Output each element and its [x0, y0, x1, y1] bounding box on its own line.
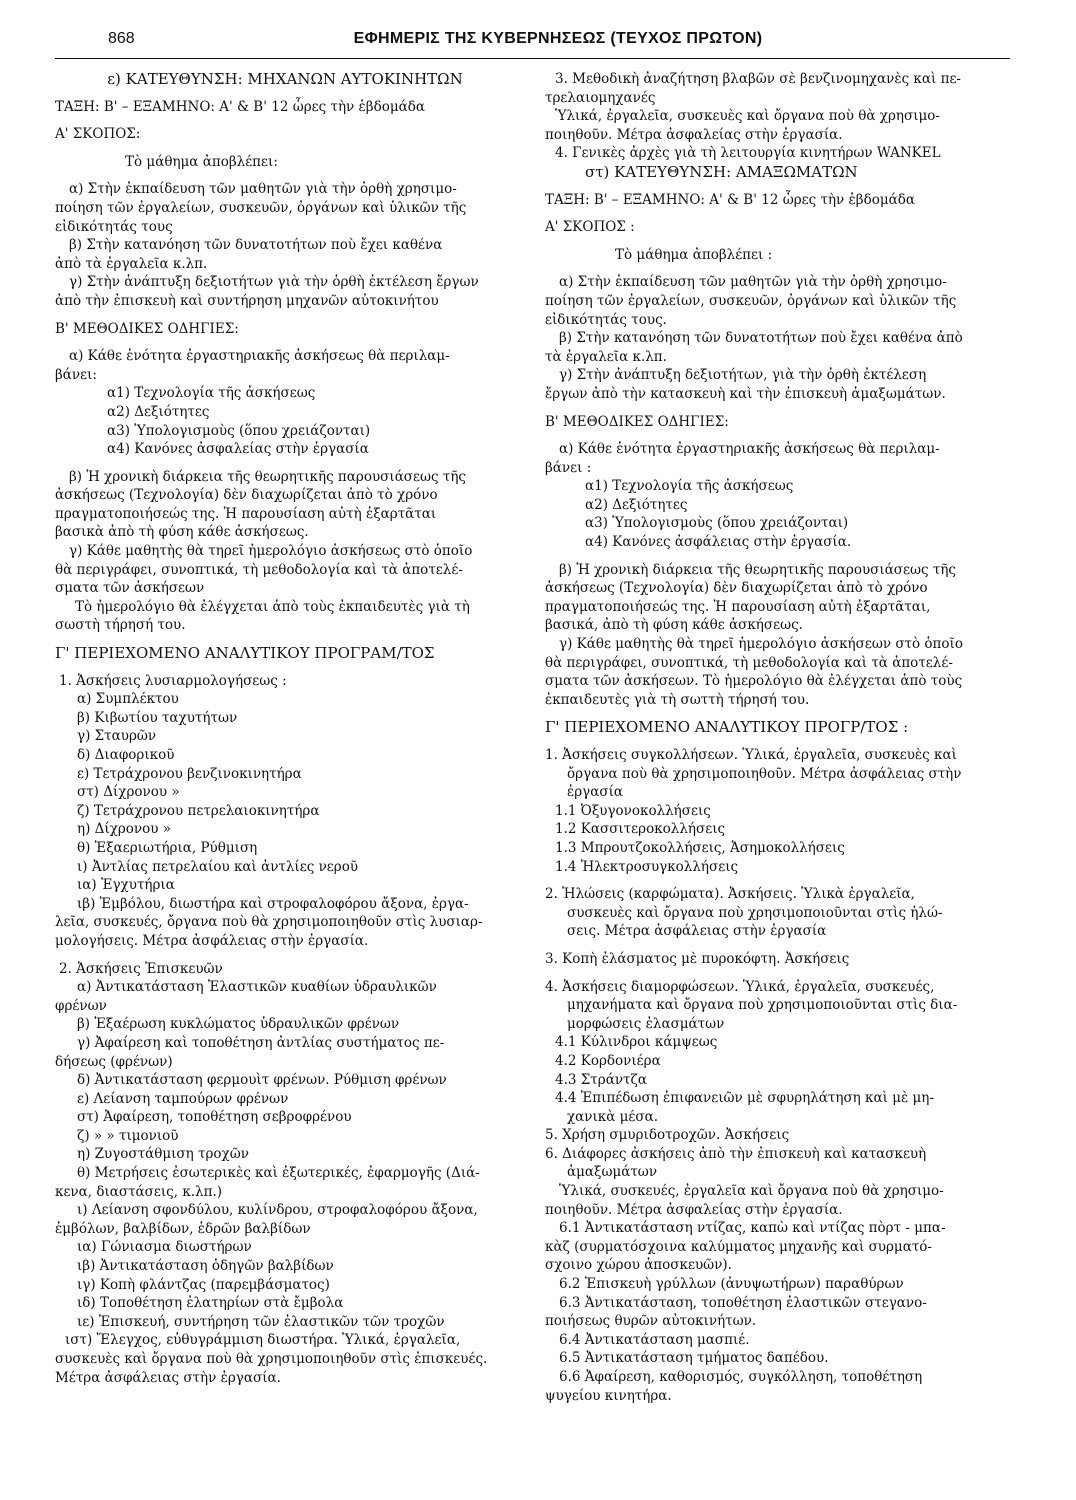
list-item: α4) Κανόνες ἀσφάλειας στὴν ἐργασία. [585, 534, 852, 551]
list-item: στ) Δίχρονου » [77, 784, 180, 801]
list-item: α) Συμπλέκτου [77, 691, 179, 708]
text-line: ἔργων ἀπὸ τὴν κατασκευὴ καὶ τὴν ἐπισκευὴ ἁμαξωμάτων. [545, 385, 946, 402]
text-line: θὰ περιγράφει, συνοπτικά, τὴ μεθοδολογία καὶ τὰ ἀποτελέ- [545, 654, 953, 671]
text-line: Ὑλικά, συσκευές, ἐργαλεῖα καὶ ὄργανα ποὺ θὰ χρησιμο- [559, 1183, 944, 1200]
text-line: α) Κάθε ἑνότητα ἐργαστηριακῆς ἀσκήσεως θὰ περιλαμ- [559, 441, 940, 458]
text-line: α) Στὴν ἐκπαίδευση τῶν μαθητῶν γιὰ τὴν ὀρθὴ χρησιμο- [559, 274, 947, 291]
list-item: 6.4 Ἀντικατάσταση μασπιέ. [559, 1331, 750, 1348]
text-line: γ) Στὴν ἀνάπτυξη δεξιοτήτων, γιὰ τὴν ὀρθὴ ἐκτέλεση [559, 367, 927, 384]
section-heading: Β' ΜΕΘΟΔΙΚΕΣ ΟΔΗΓΙΕΣ: [55, 320, 239, 337]
text-line: βασικά, ἀπὸ τὴ φύση κάθε ἀσκήσεως. [545, 617, 803, 634]
class-line: ΤΑΞΗ: Β' – ΕΞΑΜΗΝΟ: Α' & Β' 12 ὧρες τὴν ἑβδομάδα [545, 191, 915, 208]
list-item: ιε) Ἐπισκευή, συντήρηση τῶν ἐλαστικῶν τῶν τροχῶν [77, 1313, 445, 1330]
list-item: η) Ζυγοστάθμιση τροχῶν [77, 1146, 249, 1163]
section-heading: Γ' ΠΕΡΙΕΧΟΜΕΝΟ ΑΝΑΛΥΤΙΚΟΥ ΠΡΟΓΡ/ΤΟΣ : [545, 718, 909, 737]
text-line: σεις. Μέτρα ἀσφάλειας στὴν ἐργασία [567, 923, 827, 940]
list-item: στ) Ἀφαίρεση, τοποθέτηση σεβροφρένου [77, 1109, 352, 1126]
text-line: κενα, διαστάσεις, κ.λπ.) [55, 1183, 223, 1200]
text-line: ποιήσεως θυρῶν αὐτοκινήτων. [545, 1313, 757, 1330]
text-line: ἀσκήσεως (Τεχνολογία) δὲν διαχωρίζεται ἀπὸ τὸ χρόνο [545, 580, 928, 597]
list-item: ι) Λείανση σφονδύλου, κυλίνδρου, στροφαλοφόρου ἄξονα, [77, 1202, 478, 1219]
list-item: 1. Ἀσκήσεις λυσιαρμολογήσεως : [59, 672, 287, 689]
list-item: ιβ) Ἀντικατάσταση ὁδηγῶν βαλβίδων [77, 1258, 334, 1275]
list-item: 3. Μεθοδικὴ ἀναζήτηση βλαβῶν σὲ βενζινομηχανὲς καὶ πε- [555, 71, 961, 87]
list-item: ζ) » » τιμονιοῦ [77, 1127, 179, 1144]
list-item: ια) Γώνιασμα διωστήρων [77, 1239, 252, 1256]
text-line: ποίηση τῶν ἐργαλείων, συσκευῶν, ὀργάνων καὶ ὑλικῶν τῆς [545, 292, 957, 309]
list-item: 4.4 Ἐπιπέδωση ἐπιφανειῶν μὲ σφυρηλάτηση καὶ μὲ μη- [555, 1090, 934, 1107]
text-line: ἀπὸ τὰ ἐργαλεῖα κ.λπ. [55, 255, 208, 272]
text-line: Ὑλικά, ἐργαλεῖα, συσκευὲς καὶ ὄργανα ποὺ θὰ χρησιμο- [555, 108, 940, 125]
list-item: ιδ) Τοποθέτηση ἐλατηρίων στὰ ἔμβολα [77, 1295, 344, 1312]
text-line: γ) Στὴν ἀνάπτυξη δεξιοτήτων γιὰ τὴν ὀρθὴ ἐκτέλεση ἔργων [69, 274, 479, 291]
text-line: β) Στὴν κατανόηση τῶν δυνατοτήτων ποὺ ἔχει καθένα ἀπὸ [559, 330, 963, 347]
text-line: Τὸ μάθημα ἀποβλέπει : [615, 246, 773, 263]
text-line: β) Ἡ χρονικὴ διάρκεια τῆς θεωρητικῆς παρουσιάσεως τῆς [69, 468, 466, 485]
text-line: βάνει: [55, 366, 97, 383]
text-line: συσκευὲς καὶ ὄργανα ποὺ θὰ χρησιμοποιηθοῦν στὶς ἐπισκευές. [55, 1351, 488, 1367]
text-line: φρένων [55, 997, 107, 1014]
text-line: ἀσκήσεως (Τεχνολογία) δὲν διαχωρίζεται ἀπὸ τὸ χρόνο [55, 487, 438, 504]
right-column [545, 70, 1010, 1405]
text-line: γ) Κάθε μαθητὴς θὰ τηρεῖ ἡμερολόγιο ἀσκήσεως στὸ ὁποῖο [69, 543, 473, 560]
list-item: 6.2 Ἐπισκευὴ γρύλλων (ἀνυψωτήρων) παραθύρων [559, 1276, 904, 1293]
list-item: ιγ) Κοπὴ φλάντζας (παρεμβάσματος) [77, 1276, 330, 1293]
list-item: 1.4 Ἠλεκτροσυγκολλήσεις [555, 858, 739, 875]
list-item: 4.1 Κύλινδροι κάμψεως [555, 1034, 718, 1051]
text-line: Τὸ μάθημα ἀποβλέπει: [125, 153, 278, 170]
list-item: ι) Ἀντλίας πετρελαίου καὶ ἀντλίες νεροῦ [77, 858, 359, 875]
list-item: α) Ἀντικατάσταση Ἐλαστικῶν κυαθίων ὑδραυλικῶν [77, 979, 437, 996]
text-line: χανικὰ μέσα. [567, 1108, 659, 1125]
list-item: 6.3 Ἀντικατάσταση, τοποθέτηση ἐλαστικῶν στεγανο- [559, 1294, 927, 1311]
section-heading: Γ' ΠΕΡΙΕΧΟΜΕΝΟ ΑΝΑΛΥΤΙΚΟΥ ΠΡΟΓΡΑΜ/ΤΟΣ [55, 644, 435, 663]
text-line: δήσεως (φρένων) [55, 1053, 173, 1070]
text-line: σχοινο χώρου ἀποσκευῶν). [545, 1257, 732, 1274]
text-line: α) Κάθε ἑνότητα ἐργαστηριακῆς ἀσκήσεως θὰ περιλαμ- [69, 348, 450, 365]
list-item: θ) Μετρήσεις ἐσωτερικὲς καὶ ἐξωτερικές, ἐφαρμογῆς (Διά- [77, 1165, 480, 1182]
list-item: α3) Ὑπολογισμοὺς (ὅπου χρειάζονται) [585, 515, 849, 532]
list-item: δ) Ἀντικατάσταση φερμουὶτ φρένων. Ρύθμιση φρένων [77, 1072, 447, 1089]
text-line: ἐργασία [567, 784, 623, 801]
text-line: σματα τῶν ἀσκήσεων. Τὸ ἡμερολόγιο θὰ ἐλέγχεται ἀπὸ τοὺς [545, 673, 963, 690]
text-line: μηχανήματα καὶ ὄργανα ποὺ χρησιμοποιοῦνται στὶς δια- [567, 997, 958, 1014]
list-item: 1.1 Ὀξυγονοκολλήσεις [555, 802, 711, 819]
list-item: α2) Δεξιότητες [585, 496, 688, 513]
text-line: Μέτρα ἀσφάλειας στὴν ἐργασία. [55, 1369, 281, 1386]
text-line: θὰ περιγράφει, συνοπτικά, τὴ μεθοδολογία καὶ τὰ ἀποτελέ- [55, 561, 463, 578]
text-line: γ) Κάθε μαθητὴς θὰ τηρεῖ ἡμερολόγιο ἀσκήσεων στὸ ὁποῖο [559, 636, 963, 653]
list-item: 6.1 Ἀντικατάσταση ντίζας, καπὼ καὶ ντίζας πὸρτ - μπα- [559, 1220, 946, 1237]
list-item: ιστ) Ἔλεγχος, εὐθυγράμμιση διωστήρα. Ὑλικά, ἐργαλεῖα, [65, 1332, 461, 1349]
section-heading: Α' ΣΚΟΠΟΣ: [55, 126, 141, 143]
section-heading: στ) ΚΑΤΕΥΘΥΝΣΗ: ΑΜΑΞΩΜΑΤΩΝ [585, 162, 858, 181]
list-item: ζ) Τετράχρονου πετρελαιοκινητήρα [77, 802, 320, 819]
section-heading: ε) ΚΑΤΕΥΘΥΝΣΗ: ΜΗΧΑΝΩΝ ΑΥΤΟΚΙΝΗΤΩΝ [107, 70, 463, 88]
header-rule [55, 58, 1010, 59]
text-line: ὄργανα ποὺ θὰ χρησιμοποιηθοῦν. Μέτρα ἀσφάλειας στὴν [567, 765, 962, 782]
list-item: α4) Κανόνες ἀσφαλείας στὴν ἐργασία [107, 441, 369, 458]
text-line: μολογήσεις. Μέτρα ἀσφάλειας στὴν ἐργασία. [55, 932, 369, 949]
text-line: Τὸ ἡμερολόγιο θὰ ἐλέγχεται ἀπὸ τοὺς ἐκπαιδευτὲς γιὰ τὴ [75, 598, 470, 615]
text-line: τὰ ἐργαλεῖα κ.λπ. [545, 348, 667, 365]
text-line: α) Στὴν ἐκπαίδευση τῶν μαθητῶν γιὰ τὴν ὀρθὴ χρησιμο- [69, 181, 457, 198]
list-item: ιβ) Ἐμβόλου, διωστήρα καὶ στροφαλοφόρου ἄξονα, ἐργα- [77, 895, 469, 912]
text-line: ποιηθοῦν. Μέτρα ἀσφαλείας στὴν ἐργασία. [545, 126, 843, 143]
list-item: θ) Ἐξαεριωτήρια, Ρύθμιση [77, 839, 258, 856]
text-line: σωστὴ τήρησή του. [55, 617, 186, 634]
text-line: βάνει : [545, 459, 592, 476]
text-line: β) Ἡ χρονικὴ διάρκεια τῆς θεωρητικῆς παρουσιάσεως τῆς [559, 561, 956, 578]
list-item: 6.6 Ἀφαίρεση, καθορισμός, συγκόλληση, τοποθέτηση [559, 1369, 923, 1385]
list-item: 2. Ἀσκήσεις Ἐπισκευῶν [59, 960, 223, 977]
text-line: ἐκπαιδευτὲς γιὰ τὴ σωττὴ τήρησή του. [545, 691, 810, 708]
text-line: βασικὰ ἀπὸ τὴ φύση κάθε ἀσκήσεως. [55, 524, 309, 541]
list-item: 4. Ἀσκήσεις διαμορφώσεων. Ὑλικά, ἐργαλεῖα, συσκευές, [545, 978, 935, 995]
text-line: ποιηθοῦν. Μέτρα ἀσφαλείας στὴν ἐργασία. [545, 1201, 843, 1218]
list-item: 4. Γενικὲς ἀρχὲς γιὰ τὴ λειτουργία κινητήρων WANKEL [555, 145, 941, 162]
text-line: ἀπὸ τὴν ἐπισκευὴ καὶ συντήρηση μηχανῶν αὐτοκινήτου [55, 292, 439, 309]
list-item: 5. Χρήση σμυριδοτροχῶν. Ἀσκήσεις [545, 1127, 790, 1144]
text-line: εἰδικότητάς τους [55, 218, 173, 235]
text-line: μορφώσεις ἐλασμάτων [567, 1015, 725, 1032]
list-item: ε) Λείανση ταμπούρων φρένων [77, 1090, 289, 1107]
section-heading: Β' ΜΕΘΟΔΙΚΕΣ ΟΔΗΓΙΕΣ: [545, 413, 729, 430]
list-item: α1) Τεχνολογία τῆς ἀσκήσεως [585, 478, 794, 495]
list-item: 6.5 Ἀντικατάσταση τμήματος δαπέδου. [559, 1350, 829, 1367]
list-item: α3) Ὑπολογισμοὺς (ὅπου χρειάζονται) [107, 422, 371, 439]
list-item: β) Κιβωτίου ταχυτήτων [77, 709, 238, 726]
text-line: πραγματοποιήσεώς της. Ἡ παρουσίαση αὐτὴ ἐξαρτᾶται, [545, 598, 931, 615]
list-item: α2) Δεξιότητες [107, 403, 210, 420]
list-item: 4.2 Κορδονιέρα [555, 1052, 661, 1069]
list-item: 1.2 Κασσιτεροκολλήσεις [555, 821, 726, 838]
class-line: ΤΑΞΗ: Β' – ΕΞΑΜΗΝΟ: Α' & Β' 12 ὧρες τὴν ἑβδομάδα [55, 98, 425, 115]
list-item: 4.3 Στράντζα [555, 1071, 647, 1088]
text-line: λεῖα, συσκευές, ὄργανα ποὺ θὰ χρησιμοποιηθοῦν στὶς λυσιαρ- [55, 914, 483, 931]
text-line: συσκευὲς καὶ ὄργανα ποὺ χρησιμοποιοῦνται στὶς ἡλώ- [567, 904, 943, 921]
text-line: τρελαιομηχανές [545, 89, 656, 106]
text-line: β) Στὴν κατανόηση τῶν δυνατοτήτων ποὺ ἔχει καθένα [69, 237, 443, 254]
left-column [55, 70, 515, 1387]
page-number: 868 [108, 30, 135, 47]
text-line: ποίηση τῶν ἐργαλείων, συσκευῶν, ὀργάνων καὶ ὑλικῶν τῆς [55, 199, 467, 216]
text-line: ἁμαξωμάτων [567, 1164, 658, 1181]
list-item: ια) Ἐγχυτήρια [77, 877, 175, 894]
text-line: ψυγείου κινητήρα. [545, 1387, 672, 1404]
gazette-title: ΕΦΗΜΕΡΙΣ ΤΗΣ ΚΥΒΕΡΝΗΣΕΩΣ (ΤΕΥΧΟΣ ΠΡΩΤΟΝ) [353, 30, 763, 47]
list-item: γ) Σταυρῶν [77, 728, 157, 745]
list-item: 1.3 Μπρουτζοκολλήσεις, Ἀσημοκολλήσεις [555, 839, 845, 856]
page-header [108, 28, 1008, 54]
list-item: 2. Ἡλώσεις (καρφώματα). Ἀσκήσεις. Ὑλικὰ ἐργαλεῖα, [545, 886, 915, 903]
text-line: εἰδικότητάς τους. [545, 311, 667, 328]
section-heading: Α' ΣΚΟΠΟΣ : [545, 219, 635, 236]
text-line: σματα τῶν ἀσκήσεων [55, 580, 205, 597]
list-item: α1) Τεχνολογία τῆς ἀσκήσεως [107, 385, 316, 402]
list-item: 3. Κοπὴ ἐλάσματος μὲ πυροκόφτη. Ἀσκήσεις [545, 950, 850, 967]
list-item: ε) Τετράχρονου βενζινοκινητήρα [77, 765, 302, 782]
list-item: γ) Ἀφαίρεση καὶ τοποθέτηση ἀντλίας συστήματος πε- [77, 1034, 445, 1051]
list-item: η) Δίχρονου » [77, 821, 172, 838]
list-item: δ) Διαφορικοῦ [77, 747, 175, 763]
text-line: πραγματοποιήσεώς της. Ἡ παρουσίαση αὐτὴ ἐξαρτᾶται [55, 505, 437, 522]
text-line: κὰζ (συρματόσχοινα καλύμματος μηχανῆς καὶ συρματό- [545, 1238, 932, 1255]
list-item: β) Ἐξαέρωση κυκλώματος ὑδραυλικῶν φρένων [77, 1016, 400, 1033]
list-item: 1. Ἀσκήσεις συγκολλήσεων. Ὑλικά, ἐργαλεῖα, συσκευὲς καὶ [545, 747, 957, 763]
list-item: 6. Διάφορες ἀσκήσεις ἀπὸ τὴν ἐπισκευὴ καὶ κατασκευὴ [545, 1145, 927, 1162]
text-line: ἐμβόλων, βαλβίδων, ἑδρῶν βαλβίδων [55, 1220, 311, 1237]
